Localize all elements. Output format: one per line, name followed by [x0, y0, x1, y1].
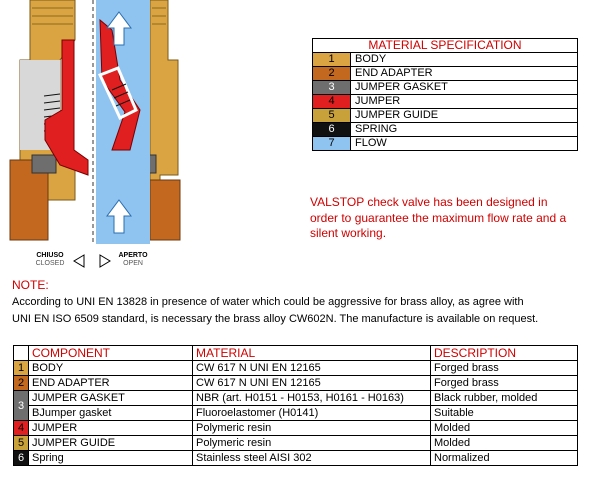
spec-name: JUMPER: [351, 95, 578, 109]
component-number-swatch: 6: [14, 451, 29, 466]
spec-row: [313, 95, 578, 109]
valve-cross-section-diagram: [0, 0, 185, 244]
component-description: Molded: [431, 421, 578, 436]
end-adapter-right: [150, 180, 180, 240]
note-body: [12, 294, 592, 328]
spec-title-row: [313, 39, 578, 53]
component-row: [14, 451, 578, 466]
header-component: COMPONENT: [29, 346, 193, 361]
spec-row: [313, 53, 578, 67]
header-num: [14, 346, 29, 361]
header-description: DESCRIPTION: [431, 346, 578, 361]
jumper-gasket-left: [32, 155, 56, 173]
open-label: APERTO OPEN: [118, 252, 148, 267]
component-description: Forged brass: [431, 361, 578, 376]
component-row: [14, 376, 578, 391]
open-triangle-icon: [98, 254, 112, 268]
header-material: MATERIAL: [193, 346, 431, 361]
spec-number-swatch: 2: [313, 67, 351, 81]
valve-description: VALSTOP check valve has been designed in order to guarantee the maximum flow rate and a silent working.: [310, 195, 567, 240]
spec-row: [313, 123, 578, 137]
component-component: JUMPER GUIDE: [29, 436, 193, 451]
spec-row: [313, 137, 578, 151]
component-component: END ADAPTER: [29, 376, 193, 391]
spec-name: END ADAPTER: [351, 67, 578, 81]
component-number-swatch: 5: [14, 436, 29, 451]
spec-name: JUMPER GASKET: [351, 81, 578, 95]
component-description: Suitable: [431, 406, 578, 421]
component-material: NBR (art. H0151 - H0153, H0161 - H0163): [193, 391, 431, 406]
component-description: Normalized: [431, 451, 578, 466]
component-row: [14, 436, 578, 451]
component-component: JUMPER: [29, 421, 193, 436]
component-number-swatch: 3: [14, 391, 29, 421]
component-component: BODY: [29, 361, 193, 376]
spec-row: [313, 81, 578, 95]
component-component: BJumper gasket: [29, 406, 193, 421]
component-material: Stainless steel AISI 302: [193, 451, 431, 466]
note-title: NOTE:: [12, 278, 49, 292]
component-description: Forged brass: [431, 376, 578, 391]
spec-number-swatch: 3: [313, 81, 351, 95]
component-component: JUMPER GASKET: [29, 391, 193, 406]
component-description: Black rubber, molded: [431, 391, 578, 406]
component-material: Polymeric resin: [193, 421, 431, 436]
component-component: Spring: [29, 451, 193, 466]
note-line-1: According to UNI EN 13828 in presence of water which could be aggressive for brass alloy, as agree with: [12, 296, 524, 308]
note-line-2: UNI EN ISO 6509 standard, is necessary the brass alloy CW602N. The manufacture is available on request.: [12, 313, 539, 325]
spec-number-swatch: 1: [313, 53, 351, 67]
component-row: [14, 421, 578, 436]
component-material: Fluoroelastomer (H0141): [193, 406, 431, 421]
spec-number-swatch: 6: [313, 123, 351, 137]
component-number-swatch: 1: [14, 361, 29, 376]
spec-row: [313, 109, 578, 123]
closed-label: CHIUSO CLOSED: [35, 252, 65, 267]
spec-row: [313, 67, 578, 81]
component-number-swatch: 4: [14, 421, 29, 436]
spec-name: BODY: [351, 53, 578, 67]
component-material: Polymeric resin: [193, 436, 431, 451]
spec-number-swatch: 7: [313, 137, 351, 151]
spec-name: FLOW: [351, 137, 578, 151]
component-number-swatch: 2: [14, 376, 29, 391]
material-specification-table: [312, 38, 578, 151]
spec-number-swatch: 5: [313, 109, 351, 123]
spec-name: JUMPER GUIDE: [351, 109, 578, 123]
spec-name: SPRING: [351, 123, 578, 137]
spec-number-swatch: 4: [313, 95, 351, 109]
component-description: Molded: [431, 436, 578, 451]
component-row: [14, 391, 578, 406]
component-row: [14, 361, 578, 376]
component-material: CW 617 N UNI EN 12165: [193, 361, 431, 376]
spec-title: MATERIAL SPECIFICATION: [313, 39, 578, 53]
component-table: [13, 345, 578, 466]
component-row: [14, 406, 578, 421]
closed-triangle-icon: [72, 254, 86, 268]
component-material: CW 617 N UNI EN 12165: [193, 376, 431, 391]
component-header-row: [14, 346, 578, 361]
